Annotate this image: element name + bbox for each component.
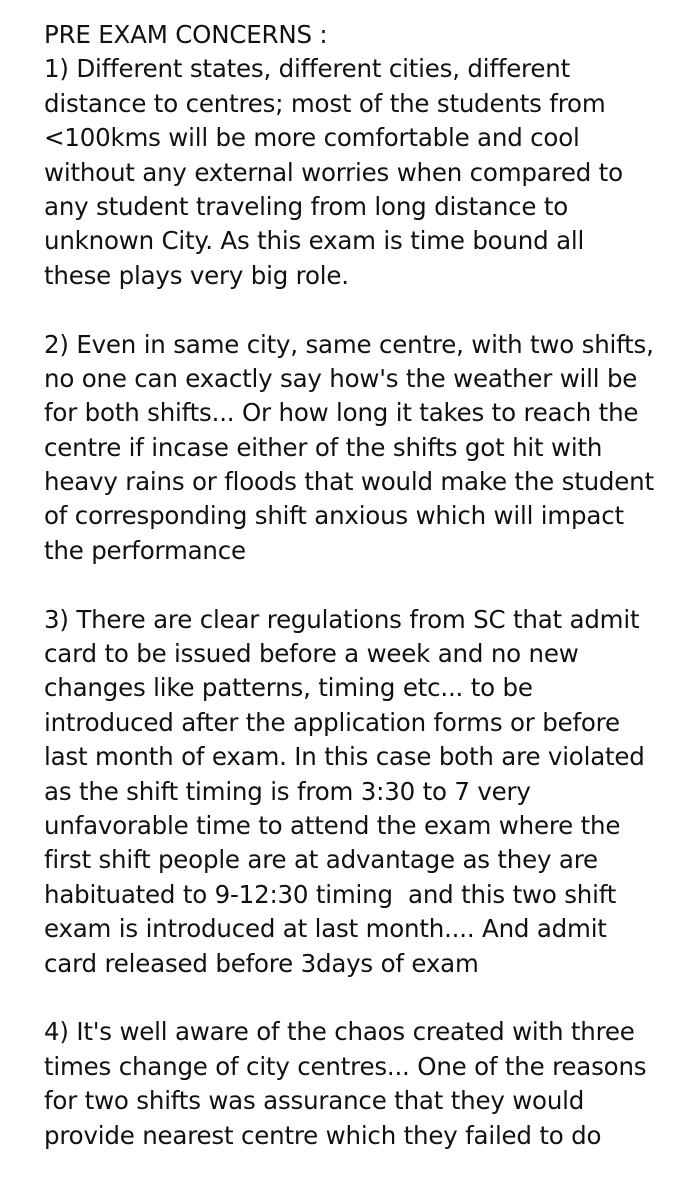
- point-3-line: unfavorable time to attend the exam where the: [44, 810, 621, 840]
- point-3-line: changes like patterns, timing etc... to be: [44, 673, 533, 703]
- point-2-line: 2) Even in same city, same centre, with two shifts,: [44, 329, 654, 359]
- point-2-line: for both shifts... Or how long it takes to reach the: [44, 398, 639, 428]
- point-3-line: introduced after the application forms or before: [44, 707, 620, 737]
- point-2-line: heavy rains or floods that would make the student: [44, 467, 654, 497]
- point-1: [44, 52, 664, 293]
- point-3-line: card released before 3days of exam: [44, 948, 479, 978]
- point-1-line: unknown City. As this exam is time bound all: [44, 226, 585, 256]
- point-3: [44, 603, 664, 981]
- point-2-line: no one can exactly say how's the weather will be: [44, 363, 638, 393]
- point-3-line: exam is introduced at last month.... And admit: [44, 914, 607, 944]
- point-4-line: for two shifts was assurance that they would: [44, 1086, 585, 1116]
- point-4: [44, 1015, 664, 1153]
- point-1-line: 1) Different states, different cities, different: [44, 54, 571, 84]
- point-1-line: any student traveling from long distance to: [44, 191, 569, 221]
- note-text: [44, 18, 664, 1153]
- point-3-line: 3) There are clear regulations from SC that admit: [44, 604, 640, 634]
- point-1-line: <100kms will be more comfortable and cool: [44, 123, 580, 153]
- point-2-line: of corresponding shift anxious which will impact: [44, 501, 624, 531]
- point-4-line: times change of city centres... One of the reasons: [44, 1051, 647, 1081]
- point-2: [44, 328, 664, 569]
- paragraph-gap: [44, 981, 664, 1015]
- point-4-line: provide nearest centre which they failed to do: [44, 1120, 602, 1150]
- point-2-line: the performance: [44, 535, 246, 565]
- point-3-line: first shift people are at advantage as they are: [44, 845, 598, 875]
- point-2-line: centre if incase either of the shifts got hit with: [44, 432, 603, 462]
- point-4-line: 4) It's well aware of the chaos created with three: [44, 1017, 635, 1047]
- point-1-line: distance to centres; most of the students from: [44, 88, 606, 118]
- paragraph-gap: [44, 293, 664, 327]
- point-3-line: habituated to 9-12:30 timing and this two shift: [44, 879, 617, 909]
- paragraph-gap: [44, 568, 664, 602]
- point-3-line: card to be issued before a week and no new: [44, 639, 579, 669]
- note-title: PRE EXAM CONCERNS :: [44, 20, 328, 49]
- point-1-line: these plays very big role.: [44, 260, 349, 290]
- point-3-line: as the shift timing is from 3:30 to 7 very: [44, 776, 531, 806]
- point-3-line: last month of exam. In this case both are violated: [44, 742, 645, 772]
- point-1-line: without any external worries when compared to: [44, 157, 623, 187]
